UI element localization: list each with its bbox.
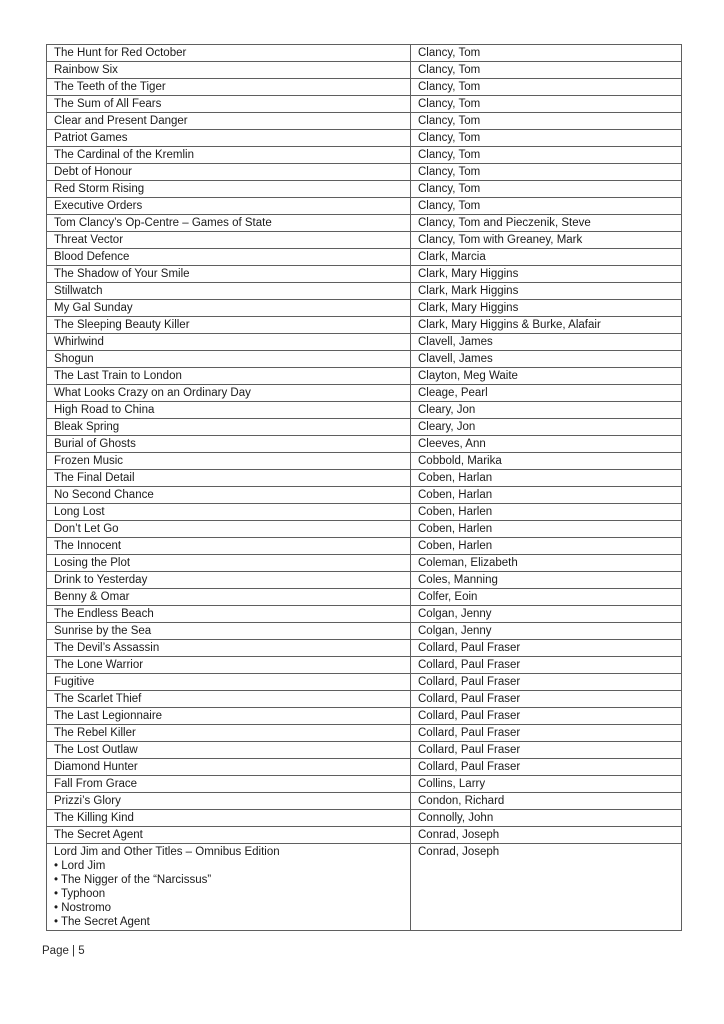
table-row <box>47 708 682 725</box>
book-title-cell <box>47 657 411 674</box>
book-author-cell: Collard, Paul Fraser <box>411 742 682 759</box>
book-author-cell: Cleary, Jon <box>411 402 682 419</box>
table-row <box>47 725 682 742</box>
book-title-cell <box>47 96 411 113</box>
book-author-cell: Colfer, Eoin <box>411 589 682 606</box>
book-title: The Devil’s Assassin <box>54 642 160 654</box>
page-number-footer: Page | 5 <box>42 945 85 957</box>
book-title: Burial of Ghosts <box>54 438 136 450</box>
book-title-cell <box>47 725 411 742</box>
book-title: Diamond Hunter <box>54 761 138 773</box>
table-row <box>47 521 682 538</box>
table-row <box>47 181 682 198</box>
table-row <box>47 62 682 79</box>
book-title: Prizzi’s Glory <box>54 795 121 807</box>
book-title-cell <box>47 691 411 708</box>
book-author-cell: Coles, Manning <box>411 572 682 589</box>
book-author-cell: Clancy, Tom <box>411 147 682 164</box>
book-title: High Road to China <box>54 404 155 416</box>
book-title: The Hunt for Red October <box>54 47 187 59</box>
table-row <box>47 402 682 419</box>
book-title-cell <box>47 147 411 164</box>
book-title: Patriot Games <box>54 132 128 144</box>
table-row <box>47 419 682 436</box>
book-title: Debt of Honour <box>54 166 132 178</box>
book-title-cell <box>47 504 411 521</box>
book-author-cell: Conrad, Joseph <box>411 827 682 844</box>
table-row <box>47 96 682 113</box>
book-title: Long Lost <box>54 506 105 518</box>
book-title: The Rebel Killer <box>54 727 136 739</box>
table-row <box>47 589 682 606</box>
table-row <box>47 436 682 453</box>
book-title: The Teeth of the Tiger <box>54 81 166 93</box>
table-row <box>47 113 682 130</box>
book-author-cell: Coben, Harlan <box>411 487 682 504</box>
book-author-cell: Clancy, Tom <box>411 113 682 130</box>
table-row <box>47 147 682 164</box>
book-title-cell <box>47 640 411 657</box>
book-title: The Scarlet Thief <box>54 693 142 705</box>
table-row <box>47 623 682 640</box>
book-author-cell: Coben, Harlen <box>411 504 682 521</box>
book-title: Sunrise by the Sea <box>54 625 152 637</box>
book-title-cell <box>47 334 411 351</box>
book-title: Frozen Music <box>54 455 124 467</box>
book-author-cell: Clark, Mary Higgins <box>411 266 682 283</box>
book-author-cell: Collard, Paul Fraser <box>411 708 682 725</box>
book-author-cell: Coben, Harlen <box>411 538 682 555</box>
omnibus-sub-title: • The Nigger of the “Narcissus” <box>54 874 212 886</box>
table-row <box>47 844 682 931</box>
book-title-cell <box>47 164 411 181</box>
book-title: Clear and Present Danger <box>54 115 188 127</box>
book-title-cell <box>47 555 411 572</box>
book-title-cell <box>47 470 411 487</box>
book-title: The Sum of All Fears <box>54 98 162 110</box>
table-row <box>47 742 682 759</box>
book-title-cell <box>47 62 411 79</box>
table-row <box>47 691 682 708</box>
table-row <box>47 453 682 470</box>
book-title-cell <box>47 300 411 317</box>
book-title: Drink to Yesterday <box>54 574 148 586</box>
book-author-cell: Cleary, Jon <box>411 419 682 436</box>
table-row <box>47 164 682 181</box>
book-author-cell: Collins, Larry <box>411 776 682 793</box>
book-title-cell <box>47 436 411 453</box>
omnibus-sub-title: • The Secret Agent <box>54 916 150 928</box>
book-title-cell <box>47 674 411 691</box>
book-title: The Sleeping Beauty Killer <box>54 319 190 331</box>
table-row <box>47 79 682 96</box>
table-row <box>47 759 682 776</box>
book-title: The Final Detail <box>54 472 135 484</box>
table-row <box>47 538 682 555</box>
book-title: The Killing Kind <box>54 812 134 824</box>
table-row <box>47 283 682 300</box>
book-title-cell <box>47 283 411 300</box>
book-author-cell: Clayton, Meg Waite <box>411 368 682 385</box>
book-title-cell <box>47 249 411 266</box>
book-author-cell: Clancy, Tom <box>411 164 682 181</box>
book-title: Tom Clancy’s Op-Centre – Games of State <box>54 217 272 229</box>
book-author-cell: Collard, Paul Fraser <box>411 640 682 657</box>
book-title-cell <box>47 198 411 215</box>
book-table-body <box>47 45 682 931</box>
book-title-cell <box>47 113 411 130</box>
book-author-cell: Colgan, Jenny <box>411 623 682 640</box>
table-row <box>47 215 682 232</box>
book-title: Blood Defence <box>54 251 130 263</box>
book-title-cell <box>47 130 411 147</box>
table-row <box>47 334 682 351</box>
omnibus-sub-title: • Typhoon <box>54 888 106 900</box>
book-title: Fall From Grace <box>54 778 138 790</box>
book-title-cell <box>47 521 411 538</box>
table-row <box>47 555 682 572</box>
book-title-cell <box>47 351 411 368</box>
book-title-cell <box>47 402 411 419</box>
book-table <box>46 44 682 931</box>
book-author-cell: Clancy, Tom and Pieczenik, Steve <box>411 215 682 232</box>
table-row <box>47 827 682 844</box>
table-row <box>47 317 682 334</box>
book-author-cell: Cobbold, Marika <box>411 453 682 470</box>
table-row <box>47 368 682 385</box>
book-title-cell <box>47 419 411 436</box>
book-author-cell: Colgan, Jenny <box>411 606 682 623</box>
book-author-cell: Collard, Paul Fraser <box>411 759 682 776</box>
table-row <box>47 45 682 62</box>
book-title: Rainbow Six <box>54 64 118 76</box>
book-title-cell <box>47 844 411 931</box>
book-author-cell: Collard, Paul Fraser <box>411 725 682 742</box>
book-title-cell <box>47 742 411 759</box>
book-author-cell: Clark, Mark Higgins <box>411 283 682 300</box>
book-title: Whirlwind <box>54 336 104 348</box>
book-title: Bleak Spring <box>54 421 120 433</box>
book-title-cell <box>47 453 411 470</box>
book-author-cell: Clancy, Tom <box>411 181 682 198</box>
book-title-cell <box>47 538 411 555</box>
book-title-cell <box>47 793 411 810</box>
table-row <box>47 810 682 827</box>
book-title-cell <box>47 232 411 249</box>
book-author-cell: Clancy, Tom <box>411 45 682 62</box>
book-author-cell: Coben, Harlen <box>411 521 682 538</box>
book-title: The Lone Warrior <box>54 659 144 671</box>
table-row <box>47 657 682 674</box>
book-title: The Last Train to London <box>54 370 182 382</box>
book-title: The Innocent <box>54 540 122 552</box>
book-title: Lord Jim and Other Titles – Omnibus Edition <box>54 846 280 858</box>
table-row <box>47 300 682 317</box>
table-row <box>47 130 682 147</box>
book-title-cell <box>47 827 411 844</box>
table-row <box>47 572 682 589</box>
book-title-cell <box>47 776 411 793</box>
book-title: The Lost Outlaw <box>54 744 138 756</box>
table-row <box>47 793 682 810</box>
book-title: Losing the Plot <box>54 557 131 569</box>
book-title: Shogun <box>54 353 94 365</box>
book-author-cell: Cleage, Pearl <box>411 385 682 402</box>
book-author-cell: Conrad, Joseph <box>411 844 682 931</box>
book-title: No Second Chance <box>54 489 154 501</box>
book-title-cell <box>47 708 411 725</box>
book-title-cell <box>47 215 411 232</box>
book-author-cell: Clancy, Tom <box>411 96 682 113</box>
table-row <box>47 266 682 283</box>
book-author-cell: Coleman, Elizabeth <box>411 555 682 572</box>
book-title-cell <box>47 368 411 385</box>
table-row <box>47 776 682 793</box>
book-title-cell <box>47 606 411 623</box>
book-title: My Gal Sunday <box>54 302 133 314</box>
table-row <box>47 606 682 623</box>
book-title: The Endless Beach <box>54 608 154 620</box>
book-author-cell: Connolly, John <box>411 810 682 827</box>
book-title-cell <box>47 266 411 283</box>
book-title: What Looks Crazy on an Ordinary Day <box>54 387 251 399</box>
book-title: Stillwatch <box>54 285 103 297</box>
book-title: The Shadow of Your Smile <box>54 268 190 280</box>
book-author-cell: Condon, Richard <box>411 793 682 810</box>
book-author-cell: Cleeves, Ann <box>411 436 682 453</box>
book-title: Red Storm Rising <box>54 183 145 195</box>
table-row <box>47 487 682 504</box>
book-author-cell: Clark, Mary Higgins & Burke, Alafair <box>411 317 682 334</box>
book-author-cell: Clancy, Tom with Greaney, Mark <box>411 232 682 249</box>
book-title: Fugitive <box>54 676 95 688</box>
table-row <box>47 385 682 402</box>
book-author-cell: Clancy, Tom <box>411 62 682 79</box>
table-row <box>47 504 682 521</box>
book-author-cell: Collard, Paul Fraser <box>411 674 682 691</box>
book-author-cell: Clancy, Tom <box>411 198 682 215</box>
book-title: Threat Vector <box>54 234 124 246</box>
book-title: The Cardinal of the Kremlin <box>54 149 194 161</box>
book-title-cell <box>47 572 411 589</box>
book-title: Don’t Let Go <box>54 523 119 535</box>
book-title: The Last Legionnaire <box>54 710 163 722</box>
book-author-cell: Clancy, Tom <box>411 130 682 147</box>
book-title: Executive Orders <box>54 200 143 212</box>
book-title-cell <box>47 79 411 96</box>
book-author-cell: Clancy, Tom <box>411 79 682 96</box>
book-title: The Secret Agent <box>54 829 143 841</box>
table-row <box>47 198 682 215</box>
table-row <box>47 674 682 691</box>
book-author-cell: Collard, Paul Fraser <box>411 657 682 674</box>
book-title-cell <box>47 45 411 62</box>
book-title-cell <box>47 623 411 640</box>
book-title-cell <box>47 181 411 198</box>
book-title-cell <box>47 589 411 606</box>
table-row <box>47 470 682 487</box>
book-title-cell <box>47 317 411 334</box>
table-row <box>47 232 682 249</box>
omnibus-sub-title: • Lord Jim <box>54 860 106 872</box>
book-author-cell: Clavell, James <box>411 351 682 368</box>
book-author-cell: Clark, Mary Higgins <box>411 300 682 317</box>
book-author-cell: Clark, Marcia <box>411 249 682 266</box>
book-title: Benny & Omar <box>54 591 130 603</box>
book-title-cell <box>47 759 411 776</box>
book-author-cell: Coben, Harlan <box>411 470 682 487</box>
book-author-cell: Clavell, James <box>411 334 682 351</box>
book-title-cell <box>47 385 411 402</box>
book-title-cell <box>47 810 411 827</box>
table-row <box>47 640 682 657</box>
omnibus-sub-title: • Nostromo <box>54 902 112 914</box>
book-author-cell: Collard, Paul Fraser <box>411 691 682 708</box>
table-row <box>47 249 682 266</box>
book-title-cell <box>47 487 411 504</box>
table-row <box>47 351 682 368</box>
